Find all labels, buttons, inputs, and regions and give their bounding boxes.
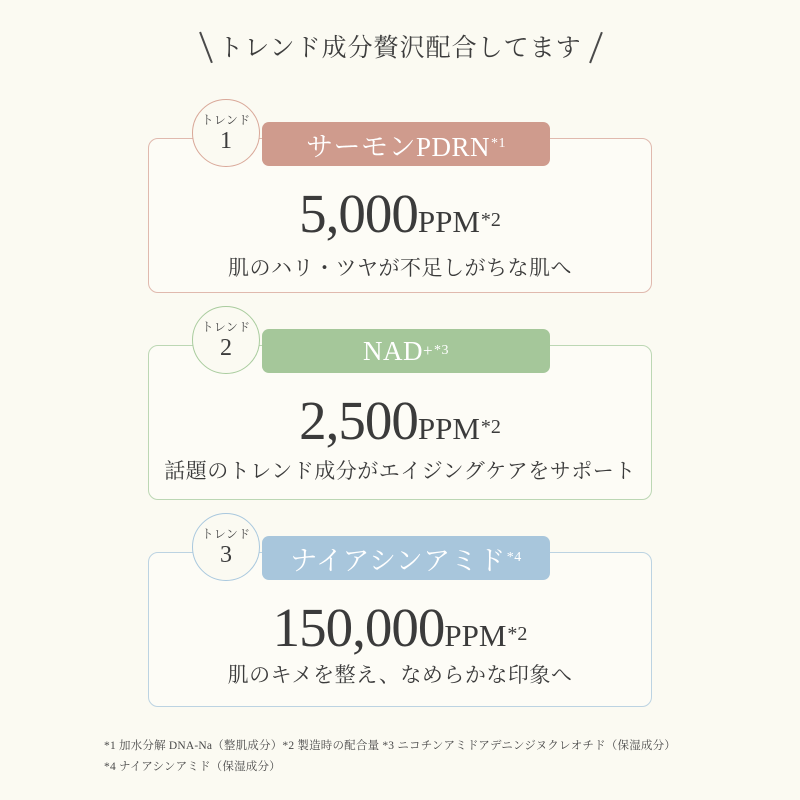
amount-unit-3: PPM xyxy=(444,618,507,653)
right-slash-decoration xyxy=(582,31,608,61)
amount-line-1 xyxy=(148,182,652,245)
left-slash-decoration xyxy=(192,31,218,61)
trend-badge-label-2: トレンド xyxy=(201,319,251,334)
ingredient-name-2: NAD xyxy=(362,335,423,366)
amount-footnote-marker-1: *2 xyxy=(480,208,501,231)
amount-number-2: 2,500 xyxy=(299,390,418,451)
trend-badge-label-3: トレンド xyxy=(201,526,251,541)
ingredient-banner-1 xyxy=(262,122,550,166)
amount-number-1: 5,000 xyxy=(299,183,418,244)
ingredient-name-3: ナイアシンアミド xyxy=(290,545,506,576)
ingredient-banner-2 xyxy=(262,329,550,373)
trend-badge-2 xyxy=(192,306,260,374)
amount-line-2 xyxy=(148,389,652,452)
amount-footnote-marker-3: *2 xyxy=(507,622,528,645)
amount-number-3: 150,000 xyxy=(272,597,445,658)
ingredient-name-1: サーモンPDRN xyxy=(305,131,491,162)
amount-footnote-marker-2: *2 xyxy=(480,415,501,438)
trend-badge-3 xyxy=(192,513,260,581)
ingredient-footnote-marker-1: *1 xyxy=(491,136,507,151)
trend-badge-number-1: 1 xyxy=(220,127,232,154)
trend-badge-1 xyxy=(192,99,260,167)
footnotes-block xyxy=(104,736,724,779)
card-description-3: 肌のキメを整え、なめらかな印象へ xyxy=(227,663,573,687)
footnote-line-2: *4 ナイアシンアミド（保湿成分） xyxy=(104,761,281,774)
card-description-2: 話題のトレンド成分がエイジングケアをサポート xyxy=(164,459,636,483)
trend-badge-label-1: トレンド xyxy=(201,112,251,127)
trend-badge-number-3: 3 xyxy=(220,541,232,568)
ingredient-footnote-marker-2: *3 xyxy=(434,343,450,358)
amount-unit-2: PPM xyxy=(417,411,480,446)
ingredient-plus-2: + xyxy=(422,341,434,360)
card-description-1: 肌のハリ・ツヤが不足しがちな肌へ xyxy=(228,256,572,280)
footnote-line-1: *1 加水分解 DNA-Na（整肌成分）*2 製造時の配合量 *3 ニコチンアミドアデニンジヌクレオチド（保湿成分） xyxy=(104,740,676,752)
ingredient-footnote-marker-3: *4 xyxy=(506,550,522,565)
ingredient-banner-3 xyxy=(262,536,550,580)
amount-line-3 xyxy=(148,596,652,659)
trend-badge-number-2: 2 xyxy=(220,334,232,361)
headline-container xyxy=(0,28,800,64)
page-title: トレンド成分贅沢配合してます xyxy=(218,35,582,62)
amount-unit-1: PPM xyxy=(417,204,480,239)
